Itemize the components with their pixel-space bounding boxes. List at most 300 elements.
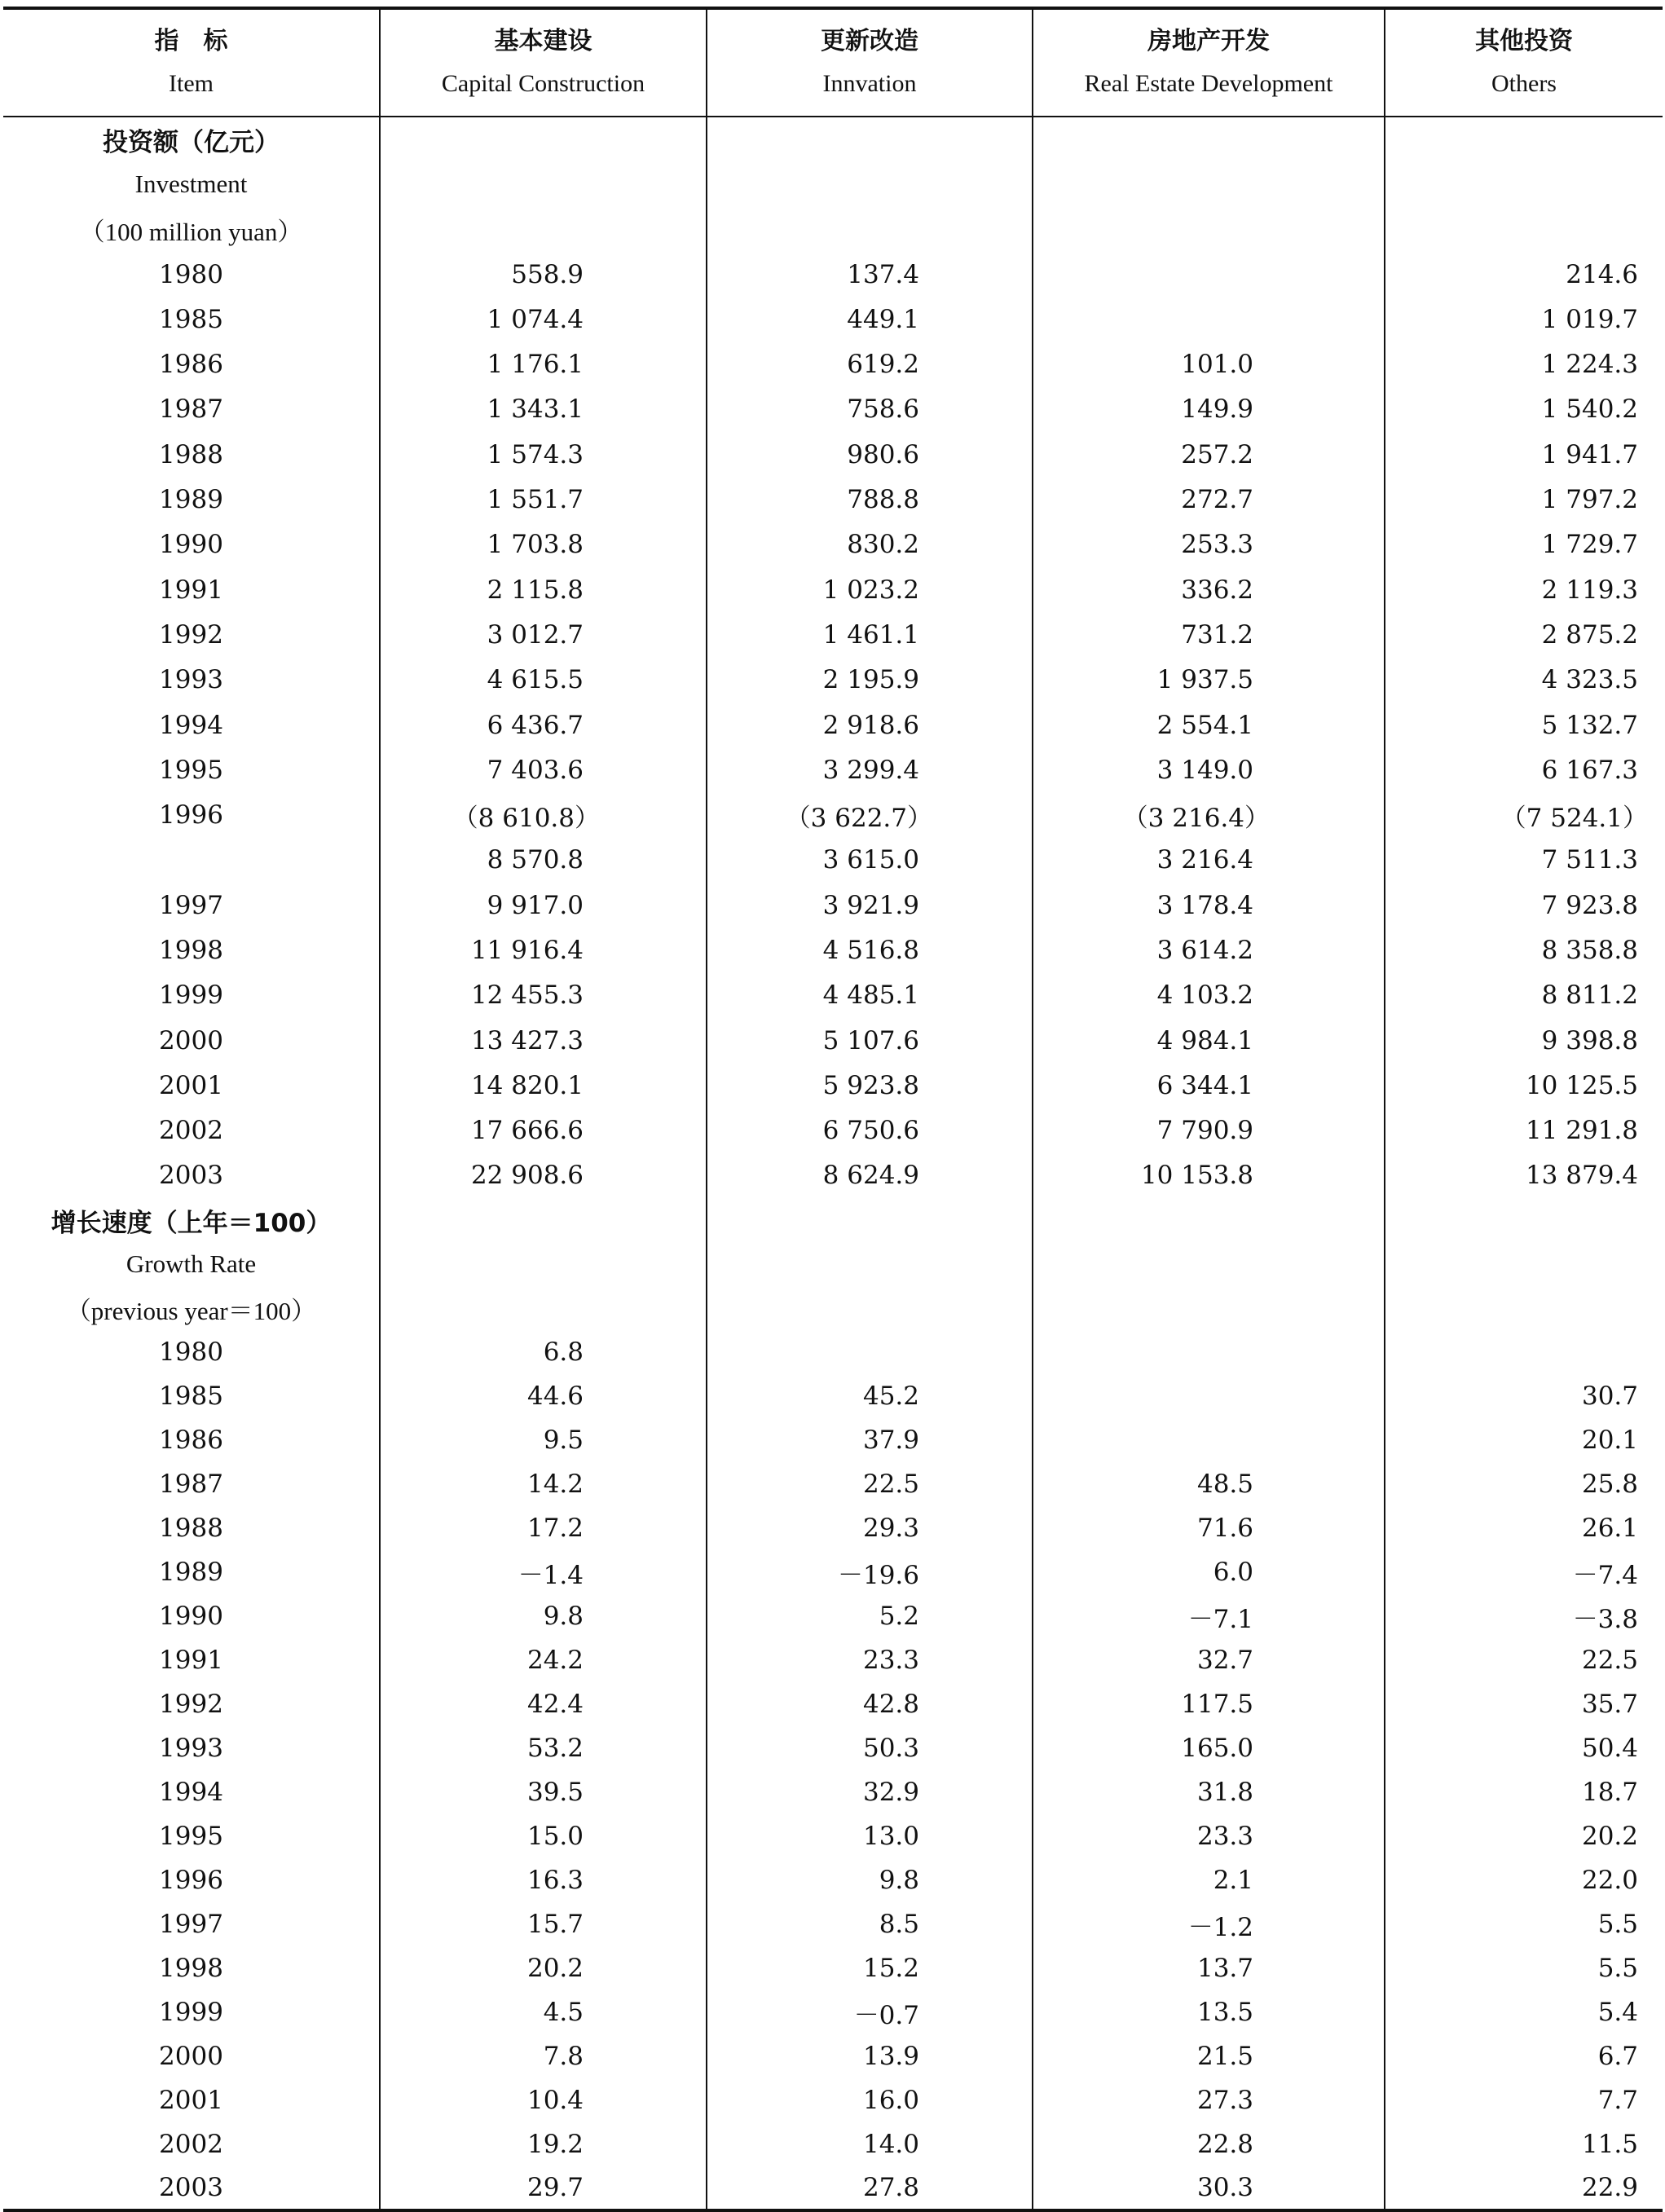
year-cell: 1980 — [159, 1337, 223, 1368]
real-estate-value: 2.1 — [1033, 1858, 1385, 1902]
header-real-estate — [1033, 8, 1385, 117]
others-value: 1 941.7 — [1385, 432, 1663, 477]
innovation-value: 13.9 — [707, 2034, 1033, 2078]
real-estate-value: 3 216.4 — [1033, 838, 1385, 883]
others-value: 20.2 — [1385, 1814, 1663, 1858]
table-row — [3, 792, 1663, 837]
table-row — [3, 1108, 1663, 1153]
capital-construction-value: 1 343.1 — [380, 387, 707, 432]
table-row — [3, 1902, 1663, 1946]
empty-cell — [1033, 1286, 1385, 1330]
real-estate-value: 7 790.9 — [1033, 1108, 1385, 1153]
section-heading-row — [3, 161, 1663, 206]
others-value: 6.7 — [1385, 2034, 1663, 2078]
innovation-value: 6 750.6 — [707, 1108, 1033, 1153]
others-value: 22.0 — [1385, 1858, 1663, 1902]
others-value: －7.4 — [1385, 1550, 1663, 1594]
empty-cell — [1033, 207, 1385, 252]
others-value: 10 125.5 — [1385, 1063, 1663, 1108]
innovation-value: 3 921.9 — [707, 883, 1033, 928]
year-cell: 1999 — [159, 980, 223, 1011]
capital-construction-value: 9.8 — [380, 1594, 707, 1638]
empty-cell — [1385, 1198, 1663, 1242]
others-value: 5.5 — [1385, 1946, 1663, 1990]
innovation-value: 29.3 — [707, 1506, 1033, 1550]
year-cell: 1995 — [159, 1822, 223, 1852]
others-value: 35.7 — [1385, 1682, 1663, 1726]
capital-construction-value: －1.4 — [380, 1550, 707, 1594]
others-value: 8 811.2 — [1385, 973, 1663, 1018]
year-cell: 1996 — [159, 1866, 223, 1896]
empty-cell — [707, 117, 1033, 161]
real-estate-value: 336.2 — [1033, 567, 1385, 612]
table-row — [3, 612, 1663, 657]
others-value: 1 019.7 — [1385, 297, 1663, 341]
capital-construction-value: 9 917.0 — [380, 883, 707, 928]
header-capital-construction-en: Capital Construction — [441, 70, 645, 97]
capital-construction-value: 1 574.3 — [380, 432, 707, 477]
innovation-value: 22.5 — [707, 1462, 1033, 1506]
section-title-zh: 投资额（亿元） — [103, 127, 280, 157]
innovation-value: 8 624.9 — [707, 1153, 1033, 1198]
table-row — [3, 567, 1663, 612]
innovation-value: 23.3 — [707, 1638, 1033, 1682]
year-cell: 1994 — [159, 710, 223, 740]
table-row — [3, 1418, 1663, 1462]
year-cell: 1987 — [159, 1470, 223, 1500]
others-value: 30.7 — [1385, 1374, 1663, 1418]
innovation-value: 9.8 — [707, 1858, 1033, 1902]
capital-construction-value: 7.8 — [380, 2034, 707, 2078]
table-row — [3, 297, 1663, 341]
others-value: 6 167.3 — [1385, 747, 1663, 792]
empty-cell — [1385, 207, 1663, 252]
table-row — [3, 1990, 1663, 2034]
year-cell: 1990 — [159, 1602, 223, 1632]
investment-table — [3, 7, 1663, 2212]
section-title-zh: 增长速度（上年＝100） — [51, 1208, 332, 1238]
innovation-value: －19.6 — [707, 1550, 1033, 1594]
innovation-value: 15.2 — [707, 1946, 1033, 1990]
capital-construction-value: 44.6 — [380, 1374, 707, 1418]
innovation-value: 830.2 — [707, 522, 1033, 567]
capital-construction-value: 9.5 — [380, 1418, 707, 1462]
table-row — [3, 1063, 1663, 1108]
year-cell: 2001 — [159, 1070, 223, 1100]
header-real-estate-en: Real Estate Development — [1084, 70, 1333, 97]
others-value: （7 524.1） — [1385, 792, 1663, 837]
innovation-value: 758.6 — [707, 387, 1033, 432]
empty-cell — [1033, 117, 1385, 161]
others-value: 214.6 — [1385, 252, 1663, 297]
real-estate-value: 4 103.2 — [1033, 973, 1385, 1018]
table-row — [3, 1594, 1663, 1638]
innovation-value: 8.5 — [707, 1902, 1033, 1946]
real-estate-value — [1033, 297, 1385, 341]
header-item-zh: 指 标 — [154, 27, 228, 55]
others-value: 20.1 — [1385, 1418, 1663, 1462]
innovation-value: 5 923.8 — [707, 1063, 1033, 1108]
others-value: 1 540.2 — [1385, 387, 1663, 432]
year-cell: 1995 — [159, 755, 223, 785]
innovation-value: 27.8 — [707, 2166, 1033, 2210]
innovation-value: 14.0 — [707, 2122, 1033, 2166]
empty-cell — [380, 1198, 707, 1242]
real-estate-value: －1.2 — [1033, 1902, 1385, 1946]
capital-construction-value: 8 570.8 — [380, 838, 707, 883]
capital-construction-value: 17.2 — [380, 1506, 707, 1550]
year-cell: 1993 — [159, 665, 223, 695]
empty-cell — [1033, 161, 1385, 206]
empty-cell — [707, 1198, 1033, 1242]
capital-construction-value: 53.2 — [380, 1726, 707, 1770]
empty-cell — [707, 207, 1033, 252]
real-estate-value: 32.7 — [1033, 1638, 1385, 1682]
innovation-value: －0.7 — [707, 1990, 1033, 2034]
year-cell: 2001 — [159, 2086, 223, 2116]
table-row — [3, 1858, 1663, 1902]
table-row — [3, 1946, 1663, 1990]
real-estate-value: 13.5 — [1033, 1990, 1385, 2034]
section-title-en: Investment — [134, 169, 248, 198]
others-value: 8 358.8 — [1385, 928, 1663, 972]
section-title-en: Growth Rate — [126, 1249, 257, 1279]
innovation-value: 50.3 — [707, 1726, 1033, 1770]
year-cell: 1997 — [159, 1910, 223, 1940]
table-row — [3, 703, 1663, 747]
empty-cell — [1385, 117, 1663, 161]
others-value: 5.5 — [1385, 1902, 1663, 1946]
year-cell: 1994 — [159, 1778, 223, 1808]
innovation-value: 449.1 — [707, 297, 1033, 341]
others-value: 2 119.3 — [1385, 567, 1663, 612]
innovation-value: 2 195.9 — [707, 658, 1033, 703]
real-estate-value: 1 937.5 — [1033, 658, 1385, 703]
innovation-value: 4 485.1 — [707, 973, 1033, 1018]
innovation-value: 3 615.0 — [707, 838, 1033, 883]
empty-cell — [380, 207, 707, 252]
table-row — [3, 1638, 1663, 1682]
year-cell — [3, 838, 380, 883]
innovation-value: 137.4 — [707, 252, 1033, 297]
header-others-zh: 其他投资 — [1475, 27, 1573, 55]
innovation-value: 619.2 — [707, 341, 1033, 386]
capital-construction-value: 1 551.7 — [380, 477, 707, 522]
innovation-value: 16.0 — [707, 2078, 1033, 2122]
header-item-en: Item — [169, 70, 214, 97]
table-row — [3, 1374, 1663, 1418]
others-value: 26.1 — [1385, 1506, 1663, 1550]
year-cell: 2000 — [159, 1025, 223, 1055]
year-cell: 1980 — [159, 259, 223, 289]
header-innovation — [707, 8, 1033, 117]
capital-construction-value: 1 074.4 — [380, 297, 707, 341]
real-estate-value: 101.0 — [1033, 341, 1385, 386]
real-estate-value: 3 178.4 — [1033, 883, 1385, 928]
header-innovation-en: Innvation — [822, 70, 917, 97]
table-row — [3, 2078, 1663, 2122]
others-value — [1385, 1330, 1663, 1374]
others-value: 4 323.5 — [1385, 658, 1663, 703]
year-cell: 1986 — [159, 350, 223, 380]
innovation-value: 980.6 — [707, 432, 1033, 477]
year-cell: 1991 — [159, 575, 223, 605]
capital-construction-value: 2 115.8 — [380, 567, 707, 612]
table-row — [3, 1462, 1663, 1506]
real-estate-value: 2 554.1 — [1033, 703, 1385, 747]
innovation-value — [707, 1330, 1033, 1374]
real-estate-value: 731.2 — [1033, 612, 1385, 657]
others-value: 7.7 — [1385, 2078, 1663, 2122]
table-row — [3, 1550, 1663, 1594]
others-value: 18.7 — [1385, 1770, 1663, 1814]
table-header-row — [3, 8, 1663, 117]
capital-construction-value: 14 820.1 — [380, 1063, 707, 1108]
section-heading-row — [3, 1242, 1663, 1286]
year-cell: 1988 — [159, 1514, 223, 1544]
others-value: 9 398.8 — [1385, 1018, 1663, 1063]
table-row — [3, 928, 1663, 972]
innovation-value: 5 107.6 — [707, 1018, 1033, 1063]
table-row — [3, 838, 1663, 883]
year-cell: 1998 — [159, 1954, 223, 1984]
capital-construction-value: 17 666.6 — [380, 1108, 707, 1153]
capital-construction-value: 22 908.6 — [380, 1153, 707, 1198]
real-estate-value: 149.9 — [1033, 387, 1385, 432]
others-value: 22.9 — [1385, 2166, 1663, 2210]
table-row — [3, 973, 1663, 1018]
capital-construction-value: 3 012.7 — [380, 612, 707, 657]
real-estate-value: 13.7 — [1033, 1946, 1385, 1990]
section-unit: （previous year＝100） — [65, 1296, 317, 1325]
capital-construction-value: 13 427.3 — [380, 1018, 707, 1063]
table-row — [3, 1726, 1663, 1770]
table-row — [3, 341, 1663, 386]
real-estate-value: 272.7 — [1033, 477, 1385, 522]
year-cell: 1996 — [159, 800, 223, 831]
table-row — [3, 522, 1663, 567]
table-row — [3, 252, 1663, 297]
year-cell: 1987 — [159, 394, 223, 425]
others-value: 7 923.8 — [1385, 883, 1663, 928]
capital-construction-value: 12 455.3 — [380, 973, 707, 1018]
year-cell: 1997 — [159, 890, 223, 920]
table-row — [3, 1018, 1663, 1063]
others-value: 11.5 — [1385, 2122, 1663, 2166]
year-cell: 1992 — [159, 1690, 223, 1720]
year-cell: 1985 — [159, 304, 223, 334]
innovation-value: 4 516.8 — [707, 928, 1033, 972]
empty-cell — [380, 1286, 707, 1330]
year-cell: 1989 — [159, 485, 223, 515]
capital-construction-value: 14.2 — [380, 1462, 707, 1506]
capital-construction-value: 6 436.7 — [380, 703, 707, 747]
year-cell: 1986 — [159, 1425, 223, 1456]
others-value: 5.4 — [1385, 1990, 1663, 2034]
real-estate-value: 48.5 — [1033, 1462, 1385, 1506]
table-row — [3, 658, 1663, 703]
table-row — [3, 1770, 1663, 1814]
real-estate-value: 6 344.1 — [1033, 1063, 1385, 1108]
empty-cell — [1385, 1286, 1663, 1330]
section-heading-row — [3, 117, 1663, 161]
innovation-value: 2 918.6 — [707, 703, 1033, 747]
others-value: 11 291.8 — [1385, 1108, 1663, 1153]
year-cell: 2003 — [159, 1161, 223, 1191]
year-cell: 1989 — [159, 1558, 223, 1588]
innovation-value: 13.0 — [707, 1814, 1033, 1858]
capital-construction-value: 16.3 — [380, 1858, 707, 1902]
real-estate-value: 3 149.0 — [1033, 747, 1385, 792]
year-cell: 1988 — [159, 439, 223, 469]
real-estate-value: 27.3 — [1033, 2078, 1385, 2122]
capital-construction-value: 15.0 — [380, 1814, 707, 1858]
capital-construction-value: 11 916.4 — [380, 928, 707, 972]
year-cell: 2002 — [159, 1116, 223, 1146]
header-capital-construction — [380, 8, 707, 117]
others-value: 50.4 — [1385, 1726, 1663, 1770]
real-estate-value: －7.1 — [1033, 1594, 1385, 1638]
innovation-value: 1 461.1 — [707, 612, 1033, 657]
real-estate-value: 71.6 — [1033, 1506, 1385, 1550]
year-cell: 1998 — [159, 935, 223, 965]
innovation-value: 32.9 — [707, 1770, 1033, 1814]
year-cell: 1985 — [159, 1381, 223, 1412]
capital-construction-value: 6.8 — [380, 1330, 707, 1374]
real-estate-value — [1033, 1330, 1385, 1374]
empty-cell — [707, 161, 1033, 206]
header-item — [3, 8, 380, 117]
table-row — [3, 2166, 1663, 2210]
real-estate-value — [1033, 252, 1385, 297]
table-row — [3, 2122, 1663, 2166]
capital-construction-value: 4 615.5 — [380, 658, 707, 703]
capital-construction-value: 558.9 — [380, 252, 707, 297]
year-cell: 2000 — [159, 2042, 223, 2072]
real-estate-value: 4 984.1 — [1033, 1018, 1385, 1063]
table-row — [3, 1330, 1663, 1374]
empty-cell — [380, 117, 707, 161]
capital-construction-value: 10.4 — [380, 2078, 707, 2122]
table-row — [3, 432, 1663, 477]
real-estate-value — [1033, 1374, 1385, 1418]
real-estate-value: 30.3 — [1033, 2166, 1385, 2210]
empty-cell — [707, 1286, 1033, 1330]
others-value: －3.8 — [1385, 1594, 1663, 1638]
others-value: 5 132.7 — [1385, 703, 1663, 747]
table-row — [3, 2034, 1663, 2078]
section-heading-row — [3, 207, 1663, 252]
real-estate-value: 117.5 — [1033, 1682, 1385, 1726]
capital-construction-value: 4.5 — [380, 1990, 707, 2034]
real-estate-value: 21.5 — [1033, 2034, 1385, 2078]
year-cell: 1992 — [159, 619, 223, 650]
table-row — [3, 1682, 1663, 1726]
real-estate-value — [1033, 1418, 1385, 1462]
capital-construction-value: 20.2 — [380, 1946, 707, 1990]
capital-construction-value: 1 176.1 — [380, 341, 707, 386]
capital-construction-value: 39.5 — [380, 1770, 707, 1814]
year-cell: 1990 — [159, 530, 223, 560]
real-estate-value: 165.0 — [1033, 1726, 1385, 1770]
table-row — [3, 1153, 1663, 1198]
real-estate-value: （3 216.4） — [1033, 792, 1385, 837]
real-estate-value: 10 153.8 — [1033, 1153, 1385, 1198]
capital-construction-value: 15.7 — [380, 1902, 707, 1946]
header-capital-construction-zh: 基本建设 — [494, 27, 592, 55]
real-estate-value: 22.8 — [1033, 2122, 1385, 2166]
others-value: 7 511.3 — [1385, 838, 1663, 883]
capital-construction-value: 42.4 — [380, 1682, 707, 1726]
table-row — [3, 387, 1663, 432]
section-heading-row — [3, 1286, 1663, 1330]
capital-construction-value: 7 403.6 — [380, 747, 707, 792]
table-row — [3, 747, 1663, 792]
empty-cell — [1385, 161, 1663, 206]
section-unit: （100 million yuan） — [79, 217, 303, 246]
innovation-value: （3 622.7） — [707, 792, 1033, 837]
section-heading-row — [3, 1198, 1663, 1242]
real-estate-value: 23.3 — [1033, 1814, 1385, 1858]
innovation-value: 5.2 — [707, 1594, 1033, 1638]
innovation-value: 45.2 — [707, 1374, 1033, 1418]
table-row — [3, 477, 1663, 522]
others-value: 13 879.4 — [1385, 1153, 1663, 1198]
real-estate-value: 253.3 — [1033, 522, 1385, 567]
year-cell: 2003 — [3, 2166, 380, 2210]
table-body — [3, 117, 1663, 2210]
capital-construction-value: 1 703.8 — [380, 522, 707, 567]
innovation-value: 1 023.2 — [707, 567, 1033, 612]
others-value: 1 224.3 — [1385, 341, 1663, 386]
header-others-en: Others — [1491, 70, 1557, 97]
innovation-value: 42.8 — [707, 1682, 1033, 1726]
year-cell: 1993 — [159, 1734, 223, 1764]
innovation-value: 37.9 — [707, 1418, 1033, 1462]
capital-construction-value: 19.2 — [380, 2122, 707, 2166]
capital-construction-value: 29.7 — [380, 2166, 707, 2210]
empty-cell — [380, 1242, 707, 1286]
real-estate-value: 6.0 — [1033, 1550, 1385, 1594]
others-value: 25.8 — [1385, 1462, 1663, 1506]
year-cell: 1999 — [159, 1998, 223, 2028]
empty-cell — [1033, 1198, 1385, 1242]
table-row — [3, 1814, 1663, 1858]
table-row — [3, 883, 1663, 928]
empty-cell — [1033, 1242, 1385, 1286]
table-row — [3, 1506, 1663, 1550]
empty-cell — [1385, 1242, 1663, 1286]
header-innovation-zh: 更新改造 — [821, 27, 918, 55]
header-others — [1385, 8, 1663, 117]
empty-cell — [380, 161, 707, 206]
innovation-value: 788.8 — [707, 477, 1033, 522]
real-estate-value: 3 614.2 — [1033, 928, 1385, 972]
empty-cell — [707, 1242, 1033, 1286]
capital-construction-value: 24.2 — [380, 1638, 707, 1682]
year-cell: 2002 — [159, 2130, 223, 2160]
others-value: 1 797.2 — [1385, 477, 1663, 522]
others-value: 2 875.2 — [1385, 612, 1663, 657]
real-estate-value: 257.2 — [1033, 432, 1385, 477]
real-estate-value: 31.8 — [1033, 1770, 1385, 1814]
year-cell: 1991 — [159, 1646, 223, 1676]
others-value: 1 729.7 — [1385, 522, 1663, 567]
header-real-estate-zh: 房地产开发 — [1147, 27, 1270, 55]
capital-construction-value: （8 610.8） — [380, 792, 707, 837]
others-value: 22.5 — [1385, 1638, 1663, 1682]
innovation-value: 3 299.4 — [707, 747, 1033, 792]
